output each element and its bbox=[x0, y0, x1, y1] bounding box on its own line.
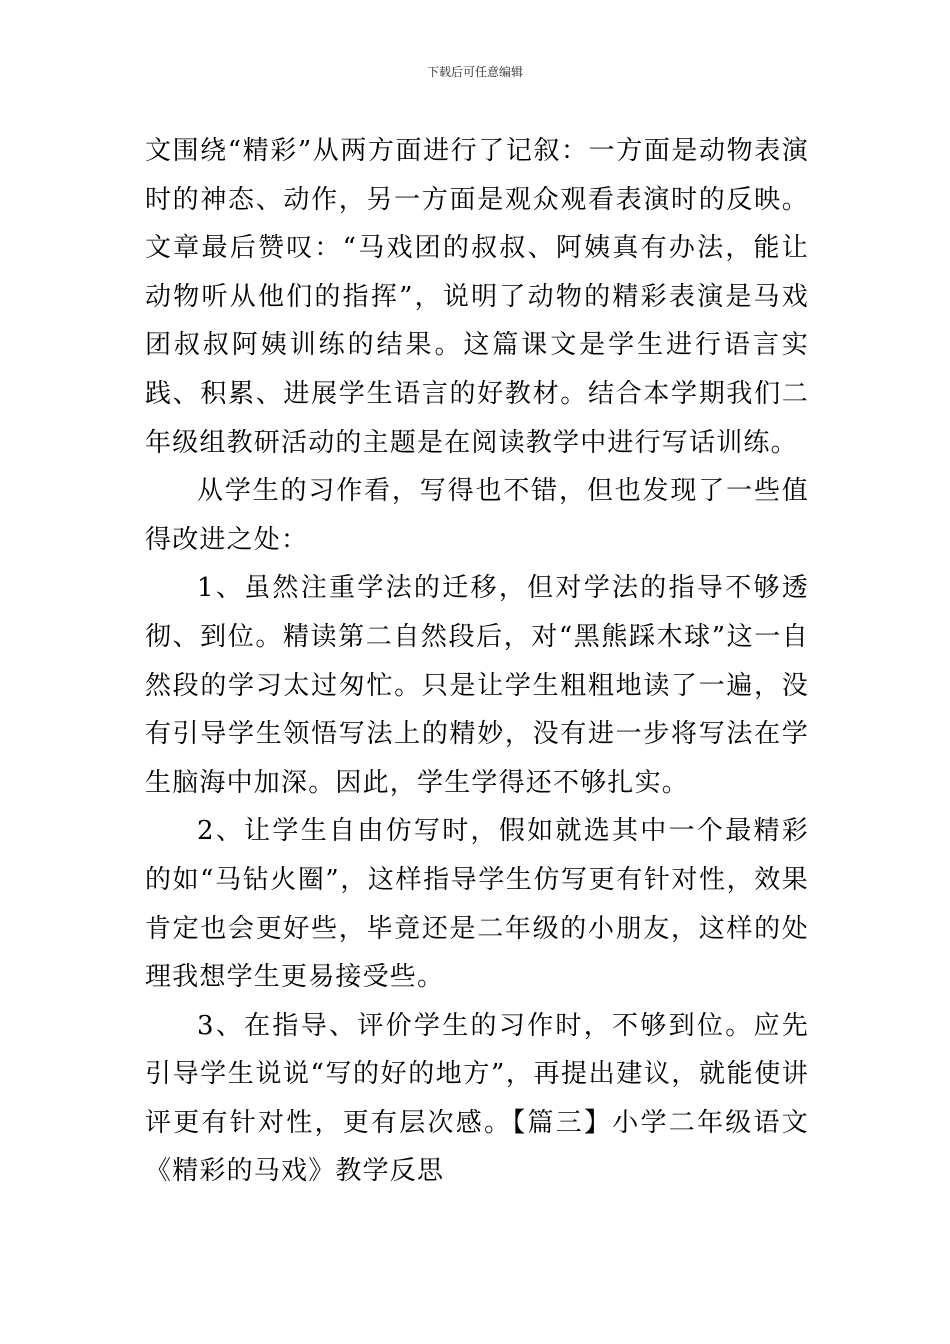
page-header: 下载后可任意编辑 bbox=[426, 65, 523, 79]
paragraph-1: 文围绕“精彩”从两方面进行了记叙：一方面是动物表演时的神态、动作，另一方面是观众观看表演时的反映。文章最后赞叹：“马戏团的叔叔、阿姨真有办法，能让动物听从他们的指挥”，说明了动物的精彩表演是马戏团叔叔阿姨训练的结果。这篇课文是学生进行语言实践、积累、进展学生语言的好教材。结合本学期我们二年级组教研活动的主题是在阅读教学中进行写话训练。 bbox=[145, 136, 809, 458]
paragraph-3: 1、虽然注重学法的迁移，但对学法的指导不够透彻、到位。精读第二自然段后，对“黑熊踩木球”这一自然段的学习太过匆忙。只是让学生粗粗地读了一遍，没有引导学生领悟写法上的精妙，没有进一步将写法在学生脑海中加深。因此，学生学得还不够扎实。 bbox=[145, 573, 809, 798]
document-body bbox=[145, 127, 809, 1196]
paragraph-5: 3、在指导、评价学生的习作时，不够到位。应先引导学生说说“写的好的地方”，再提出建议，就能使讲评更有针对性，更有层次感。【篇三】小学二年级语文《精彩的马戏》教学反思 bbox=[145, 1010, 809, 1187]
paragraph-4: 2、让学生自由仿写时，假如就选其中一个最精彩的如“马钻火圈”，这样指导学生仿写更有针对性，效果肯定也会更好些，毕竟还是二年级的小朋友，这样的处理我想学生更易接受些。 bbox=[145, 816, 809, 993]
paragraph-2: 从学生的习作看，写得也不错，但也发现了一些值得改进之处： bbox=[145, 476, 809, 555]
